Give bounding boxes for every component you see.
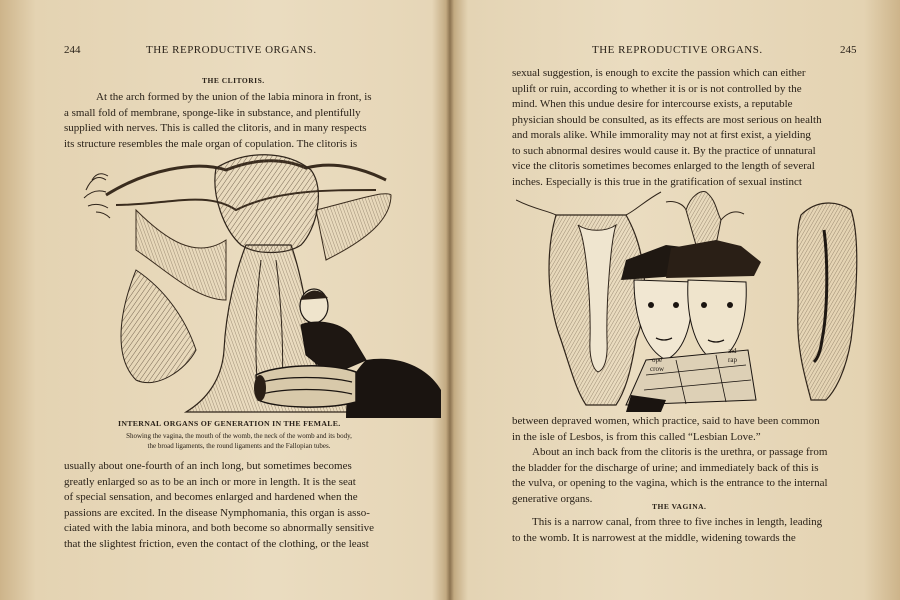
- right-paragraph-bottom: [512, 515, 854, 546]
- text-line: the bladder for the discharge of urine; and immediately back of this is: [512, 461, 819, 474]
- right-page-number: 245: [840, 44, 857, 56]
- text-line: of special sensation, and becomes enlarged and hardened when the: [64, 491, 358, 503]
- section-title-vagina: THE VAGINA.: [652, 502, 707, 511]
- text-line: to the womb. It is narrowest at the middle, widening towards the: [512, 531, 796, 544]
- collage-fragment: ope: [652, 356, 663, 364]
- illustration-internal-organs: [76, 150, 446, 422]
- text-line: its structure resembles the male organ of copulation. The clitoris is: [64, 137, 358, 150]
- text-line: ciated with the labia minora, and both become so abnormally sensitive: [64, 522, 375, 534]
- text-line: inches. Especially is this true in the gratification of sexual instinct: [512, 175, 802, 188]
- right-page: [450, 0, 900, 600]
- text-line: vice the clitoris sometimes becomes enlarged to the length of several: [512, 160, 815, 172]
- figure-caption-title: INTERNAL ORGANS OF GENERATION IN THE FEMALE.: [118, 419, 341, 428]
- text-line: that the slightest friction, even the contact of the clothing, or the least: [64, 537, 369, 550]
- text-line: generative organs.: [512, 492, 593, 505]
- text-line: sexual suggestion, is enough to excite the passion which can either: [512, 67, 806, 79]
- collage-fragment: aid: [728, 347, 737, 355]
- caption-line: the broad ligaments, the round ligaments and the Fallopian tubes.: [147, 441, 331, 450]
- text-line: At the arch formed by the union of the labia minora in front, is: [96, 91, 372, 103]
- section-title-clitoris: THE CLITORIS.: [202, 76, 265, 85]
- text-line: This is a narrow canal, from three to five inches in length, leading: [532, 516, 823, 528]
- left-running-head: THE REPRODUCTIVE ORGANS.: [146, 44, 317, 56]
- figure-caption: [74, 432, 404, 451]
- right-paragraph-middle: [512, 414, 854, 445]
- text-line: in the isle of Lesbos, is from this called “Lesbian Love.”: [512, 430, 761, 443]
- collage-faces: [621, 240, 761, 412]
- text-line: supplied with nerves. This is called the clitoris, and in many respects: [64, 122, 367, 134]
- collage-fragment: crow: [650, 365, 664, 373]
- text-line: and morals alike. While immorality may not at first exist, a yielding: [512, 129, 811, 141]
- right-running-head: THE REPRODUCTIVE ORGANS.: [592, 44, 763, 56]
- illustration-collage-faces: [516, 190, 896, 412]
- text-line: to such abnormal desires would cause it. By the practice of unnatural: [512, 144, 816, 157]
- text-line: passions are excited. In the disease Nymphomania, this organ is asso-: [64, 506, 370, 519]
- text-line: greatly enlarged so as to be an inch or more in length. It is the seat: [64, 475, 356, 488]
- text-line: between depraved women, which practice, said to have been common: [512, 415, 820, 427]
- fimbriae-left: [84, 174, 110, 218]
- text-line: usually about one-fourth of an inch long, but sometimes becomes: [64, 460, 352, 472]
- text-line: physician should be consulted, as its effects are most serious on health: [512, 113, 822, 126]
- right-paragraph-top: [512, 66, 854, 190]
- right-paragraph-second: [512, 445, 854, 507]
- text-line: the vulva, or opening to the vagina, which is the entrance to the internal: [512, 477, 828, 489]
- text-line: mind. When this undue desire for intercourse exists, a reputable: [512, 98, 793, 110]
- caption-line: Showing the vagina, the mouth of the womb, the neck of the womb and its body,: [126, 432, 352, 440]
- collage-fragment: rap: [728, 356, 737, 364]
- text-line: About an inch back from the clitoris is the urethra, or passage from: [532, 446, 828, 458]
- left-paragraph-bottom: [64, 459, 406, 552]
- text-line: a small fold of membrane, sponge-like in substance, and plentifully: [64, 106, 361, 119]
- left-page-number: 244: [64, 44, 81, 56]
- text-line: uplift or ruin, according to whether it is or is not controlled by the: [512, 82, 802, 95]
- left-paragraph-top: [64, 90, 406, 152]
